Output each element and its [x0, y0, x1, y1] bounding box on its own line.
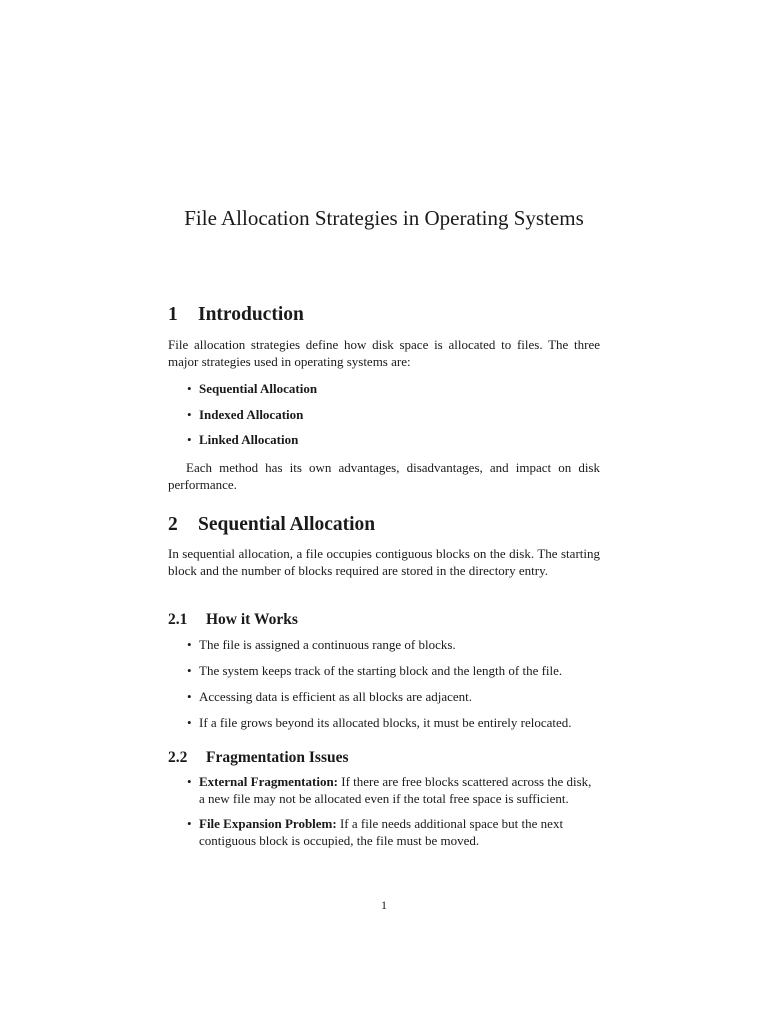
sequential-paragraph-block — [168, 546, 600, 579]
list-item-text: Linked Allocation — [199, 432, 299, 447]
subsection-how-it-works — [168, 612, 600, 628]
section-heading — [168, 305, 600, 325]
intro-paragraph-block — [168, 337, 600, 370]
bullet-icon: • — [187, 689, 192, 704]
list-item — [168, 774, 600, 807]
fragmentation-list-block — [168, 774, 600, 849]
bullet-icon: • — [187, 406, 192, 422]
page-number: 1 — [381, 898, 387, 912]
section-number: 1 — [168, 304, 178, 325]
intro-list-block — [168, 381, 600, 449]
subsection-fragmentation-issues — [168, 750, 600, 766]
section-number: 2 — [168, 514, 178, 535]
fragmentation-list — [168, 774, 600, 849]
list-item-text: If there are free blocks scattered across the disk, a new file may not be allocated even if the total free space is sufficient. — [199, 774, 592, 806]
list-item — [168, 637, 600, 654]
strategy-list — [168, 381, 600, 449]
list-item — [168, 407, 600, 424]
subsection-heading — [168, 612, 600, 628]
list-item-term: External Fragmentation: — [199, 774, 339, 789]
bullet-icon: • — [187, 715, 192, 730]
list-item-text: Accessing data is efficient as all blocks are adjacent. — [199, 689, 473, 704]
document-title: File Allocation Strategies in Operating Systems — [184, 206, 584, 230]
section-title: Sequential Allocation — [198, 514, 376, 535]
section-introduction — [168, 305, 600, 325]
list-item — [168, 663, 600, 680]
subsection-title: How it Works — [206, 611, 298, 628]
intro-closing-block — [168, 460, 600, 493]
subsection-number: 2.1 — [168, 611, 188, 628]
bullet-icon: • — [187, 663, 192, 678]
section-title: Introduction — [198, 304, 304, 325]
subsection-heading — [168, 750, 600, 766]
list-item-text: The file is assigned a continuous range of blocks. — [199, 637, 456, 652]
bullet-icon: • — [187, 432, 192, 447]
section-sequential-allocation — [168, 515, 600, 535]
list-item-text: Indexed Allocation — [199, 406, 304, 422]
list-item-text: Sequential Allocation — [199, 381, 318, 396]
how-it-works-list — [168, 637, 600, 732]
list-item — [168, 689, 600, 706]
bullet-icon: • — [187, 637, 192, 652]
list-item-text: If a file grows beyond its allocated blocks, it must be entirely relocated. — [199, 715, 572, 730]
sequential-paragraph: In sequential allocation, a file occupies contiguous blocks on the disk. The starting block and the number of blocks required are stored in the directory entry. — [168, 546, 600, 578]
intro-paragraph: File allocation strategies define how disk space is allocated to files. The three major strategies used in operating systems are: — [168, 337, 600, 369]
bullet-icon: • — [187, 381, 192, 396]
list-item — [168, 381, 600, 398]
bullet-icon: • — [187, 816, 192, 831]
subsection-title: Fragmentation Issues — [206, 749, 349, 766]
intro-closing-paragraph: Each method has its own advantages, disadvantages, and impact on disk performance. — [168, 460, 600, 492]
list-item — [168, 715, 600, 732]
bullet-icon: • — [187, 774, 192, 789]
list-item-term: File Expansion Problem: — [199, 816, 337, 831]
list-item — [168, 432, 600, 449]
section-heading — [168, 515, 600, 535]
subsection-number: 2.2 — [168, 749, 188, 766]
list-item-text: The system keeps track of the starting block and the length of the file. — [199, 663, 563, 678]
how-it-works-list-block — [168, 637, 600, 732]
list-item — [168, 816, 600, 849]
list-item-text: If a file needs additional space but the next contiguous block is occupied, the file must be moved. — [199, 816, 564, 848]
